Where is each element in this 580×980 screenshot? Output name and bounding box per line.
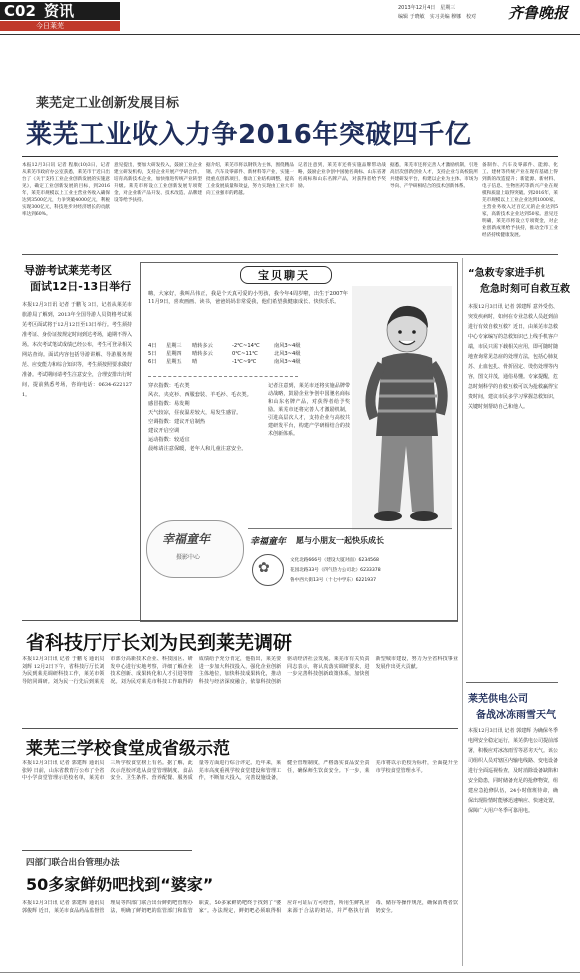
store-line: 鲁中西大街13号（十七中学东）6221937 <box>290 578 377 583</box>
lead-col-4: 记者注意到，莱芜市还将实施品牌带动战略，鼓励企业争创中国驰名商标、山东省著名商标和山东名牌产品，对获得者给予奖励。 <box>298 163 386 189</box>
lead-col-5: 据悉，莱芜市还将完善人才激励机制，引进高层次创新创业人才，支持企业与高校院所共建研发平台，构建以企业为主体、市场为导向、产学研相结合的技术创新体系。 <box>390 163 478 189</box>
lead-bottom-rule <box>22 254 558 255</box>
masthead <box>0 0 580 42</box>
weather-row: 6日 星期五 晴 -1℃~9℃ 南风3~4级 <box>148 359 301 365</box>
studio-ad-title: 幸福童年 <box>250 537 287 547</box>
lead-kicker: 莱芜定工业创新发展目标 <box>36 96 180 111</box>
weather-row: 4日 星期三 晴转多云 -2℃~14℃ 南风3~4级 <box>148 343 301 349</box>
kids-tips: 穿衣指数：毛衣类 风衣、夹克衫、西服套装、羊毛衫、毛衣类。 感冒指数：易发期 天气较凉，昼夜温差较大，易发生感冒。 空调指数：建议开启制热 建议开启空调 运动指数：较适宜 晨练请注意保暖，老年人和儿童注意安全。 <box>148 383 252 452</box>
exam-headline-1: 导游考试莱芜考区 <box>24 264 112 277</box>
exam-body: 本报12月3日讯 记者 于鹏飞 3日，记者从莱芜市旅游局了解到，2013年全国导游人员资格考试莱芜考区面试将于12月12日至13日举行。考生须持准考证、身份证按规定时间到达考场，逾期不得入场。本次考试笔试成绩已经公布，考生可登录相关网站查询。面试内容包括导游讲解、导游服务规范、应变能力和综合知识等，考生须按照要求做好准备。考试期间请考生注意安全，合理安排出行时间，提前熟悉考场，咨询电话：0634-6221271。 <box>22 302 132 398</box>
editor-line: 编辑 于晓敏 实习美编 穆娜 校对 <box>398 14 477 20</box>
milk-top-rule <box>22 850 192 851</box>
newspaper-logo: 齐鲁晚报 <box>508 4 569 22</box>
lead-col-1: 本报12月3日讯 记者 程康(10)3日，记者从莱芜市政府办公室获悉，莱芜市于近日出台了《关于支持工业企业创新发展的实施意见》，确定工业创新发展的目标，到2016年，莱芜市规模以上工业主营业务收入确保达到3500亿元，力争突破4000亿元，利税实现300亿元，科技进步对经济增长的贡献率达到60%。 <box>22 163 110 217</box>
studio-badge-title: 幸福童年 <box>162 532 211 546</box>
science-body: 本报12月3日讯 记者 于鹏飞 通讯员 刘辉 12月2日下午，省科技厅厅长刘为民到莱芜调研科技工作，莱芜市领导陪同调研。刘为民一行先后到莱芜市部分高新技术企业、科技园区、研发中心进行实地考察，详细了解企业技术创新、成果转化和人才引进等情况。刘为民对莱芜市科技工作取得的成绩给予充分肯定，他指出，莱芜要进一步加大科技投入，强化企业创新主体地位，加快科技成果转化，推动科技与经济深度融合，依靠科技创新驱动经济社会发展。莱芜市有关负责同志表示，将认真落实调研要求，进一步完善科技创新政策体系，加快创新型城市建设，努力为全省科技事业发展作出更大贡献。 <box>22 656 458 685</box>
kids-side-text: 记者注意到，莱芜市还将实施品牌带动战略，鼓励企业争创中国驰名商标和山东名牌产品，对获得者给予奖励。莱芜市还将完善人才激励机制，引进高层次人才，支持企业与高校共建研发平台，构建产学研相结合的技术创新体系。 <box>268 383 350 437</box>
weather-table <box>148 342 348 372</box>
studio-ad-logo-glyph: ✿ <box>258 560 270 576</box>
child-shoe-left <box>374 511 402 521</box>
section-name: 资讯 <box>44 2 75 20</box>
lead-top-rule <box>22 156 558 157</box>
exam-headline-2: 面试12日-13日举行 <box>30 280 132 293</box>
supply-body: 本报12月3日讯 记者 郭建辉 为确保冬季电网安全稳定运行，莱芜供电公司提前部署，积极应对冰冻雨雪等恶劣天气。该公司组织人员对辖区内输电线路、变电设备进行全面巡视检查，及时消除设备缺陷和安全隐患，同时储备充足的抢修物资，组建应急抢修队伍，24小时值班待命，确保出现险情时能够迅速响应、快速处置，保障广大用户冬季可靠用电。 <box>468 728 558 814</box>
milk-headline: 50多家鲜奶吧找到“婆家” <box>26 875 214 894</box>
kids-intro: 嗨，大家好，我叫吕伟正，我是个天真可爱的小男孩，我今年4周岁啦，出生于2007年11月9日，喜欢画画、读书，爸爸妈妈非常爱我，他们希望我健康成长、快快乐乐。 <box>148 291 348 305</box>
milk-kicker: 四部门联合出台管理办法 <box>26 858 120 868</box>
page-bottom-rule <box>0 972 580 973</box>
canteen-top-rule <box>22 728 458 729</box>
science-headline: 省科技厅厅长刘为民到莱芜调研 <box>26 632 293 654</box>
lead-col-2: 意见提出，要加大研发投入，鼓励工业企业建立研发机构，支持企业开展产学研合作，培育高新技术企业，加快推进传统产业转型升级。莱芜市将设立工业创新发展专项资金，对企业新产品开发、技术改造、品牌建设等给予扶持。 <box>114 163 202 203</box>
subsection-name: 今日莱芜 <box>36 22 64 30</box>
canteen-headline: 莱芜三学校食堂成省级示范 <box>26 739 230 759</box>
supply-top-rule <box>466 682 558 683</box>
lead-headline: 莱芜工业收入力争2016年突破四千亿 <box>26 120 472 150</box>
studio-ad-slogan: 愿与小朋友一起快乐成长 <box>296 536 384 545</box>
child-photo <box>352 286 452 530</box>
science-top-rule <box>22 620 458 621</box>
studio-badge <box>146 520 244 578</box>
supply-headline-2: 备战冰冻雨雪天气 <box>476 710 556 721</box>
right-col-divider <box>462 258 463 966</box>
page-number: C02 <box>4 2 36 20</box>
kids-tips-separator <box>148 376 298 377</box>
child-eye-right <box>412 330 416 334</box>
studio-badge-sub: 摄影中心 <box>176 554 201 561</box>
store-line: 文化北路666号（建设大厦对面）6234568 <box>290 558 379 563</box>
store-line: 花园北路33号（四气热力公司北）6233378 <box>290 568 381 573</box>
child-shoe-right <box>410 511 438 521</box>
expert-headline-2: 危急时刻可自救互救 <box>480 284 570 295</box>
lead-col-3: 据介绍，莱芜市将以钢铁为主体，围绕精品钢、汽车及零部件、新材料等产业，实施一批重点创新项目，推动工业结构调整，提高工业发展质量和效益，努力实现由工业大市向工业强市的跨越。 <box>206 163 294 196</box>
date-line: 2013年12月4日 星期三 <box>398 5 456 11</box>
weather-row: 5日 星期四 晴转多云 0℃~11℃ 北风3~4级 <box>148 351 301 357</box>
studio-ad-stores <box>290 556 450 586</box>
expert-headline-1: “急救专家进手机 <box>468 268 545 279</box>
supply-headline-1: 莱芜供电公司 <box>468 694 528 705</box>
canteen-body: 本报12月3日讯 记者 郭建辉 通讯员 张婷 日前，山东省教育厅公布了全省中小学食堂管理示范校名单，莱芜市三所学校食堂榜上有名。据了解，此次示范校评选从食堂管理制度、食品安全、卫生条件、营养配餐、服务质量等方面进行综合评定。近年来，莱芜市高度重视学校食堂建设和管理工作，不断加大投入，完善设施设备，健全管理制度，严格落实食品安全责任，确保师生饮食安全。下一步，莱芜市将以示范校为标杆，全面提升全市学校食堂管理水平。 <box>22 760 458 781</box>
masthead-rule <box>0 34 580 35</box>
child-eye-left <box>398 330 402 334</box>
expert-body: 本报12月3日讯 记者 郭建辉 意外受伤、突发疾病时，如何在专业急救人员赶到前进行有效自救互救？近日，由莱芜市急救中心专家编写的急救知识已上线手机客户端，市民只需下载相关应用，即可随时随地查询常见急症的处理方法，包括心肺复苏、止血包扎、骨折固定、烫伤处理等内容，图文并茂，通俗易懂。专家提醒，危急时刻科学的自救互救可以为抢救赢得宝贵时间，建议市民多学习掌握急救知识，关键时刻帮助自己和他人。 <box>468 304 558 410</box>
milk-body: 本报12月3日讯 记者 郭建辉 通讯员 郭俊辉 近日，莱芜市食品药品监督管理局等四部门联合出台鲜奶吧管理办法，明确了鲜奶吧的监管部门和监管职责，50多家鲜奶吧终于找到了“婆家”。办法规定，鲜奶吧必须取得相应许可证后方可经营，所用生鲜乳应来源于合法的奶站，并严格执行消毒、储存等操作规范，确保消费者饮奶安全。 <box>22 900 458 914</box>
lead-col-6: 备制作、汽车及零部件、能源、化工、建材等传统产业在现有基础上得到新的改造提升；新能源、新材料、电子信息、生物医药等新兴产业在规模和质量上取得突破。到2016年，莱芜市规模以上工业企业达到1000家，主营业务收入过百亿元的企业达到5家，高新技术企业达到50家。意见还明确，莱芜市将设立专项资金，对企业创新成果给予扶持，推动全市工业经济持续健康发展。 <box>482 163 558 238</box>
kids-title: 宝贝聊天 <box>258 269 310 282</box>
